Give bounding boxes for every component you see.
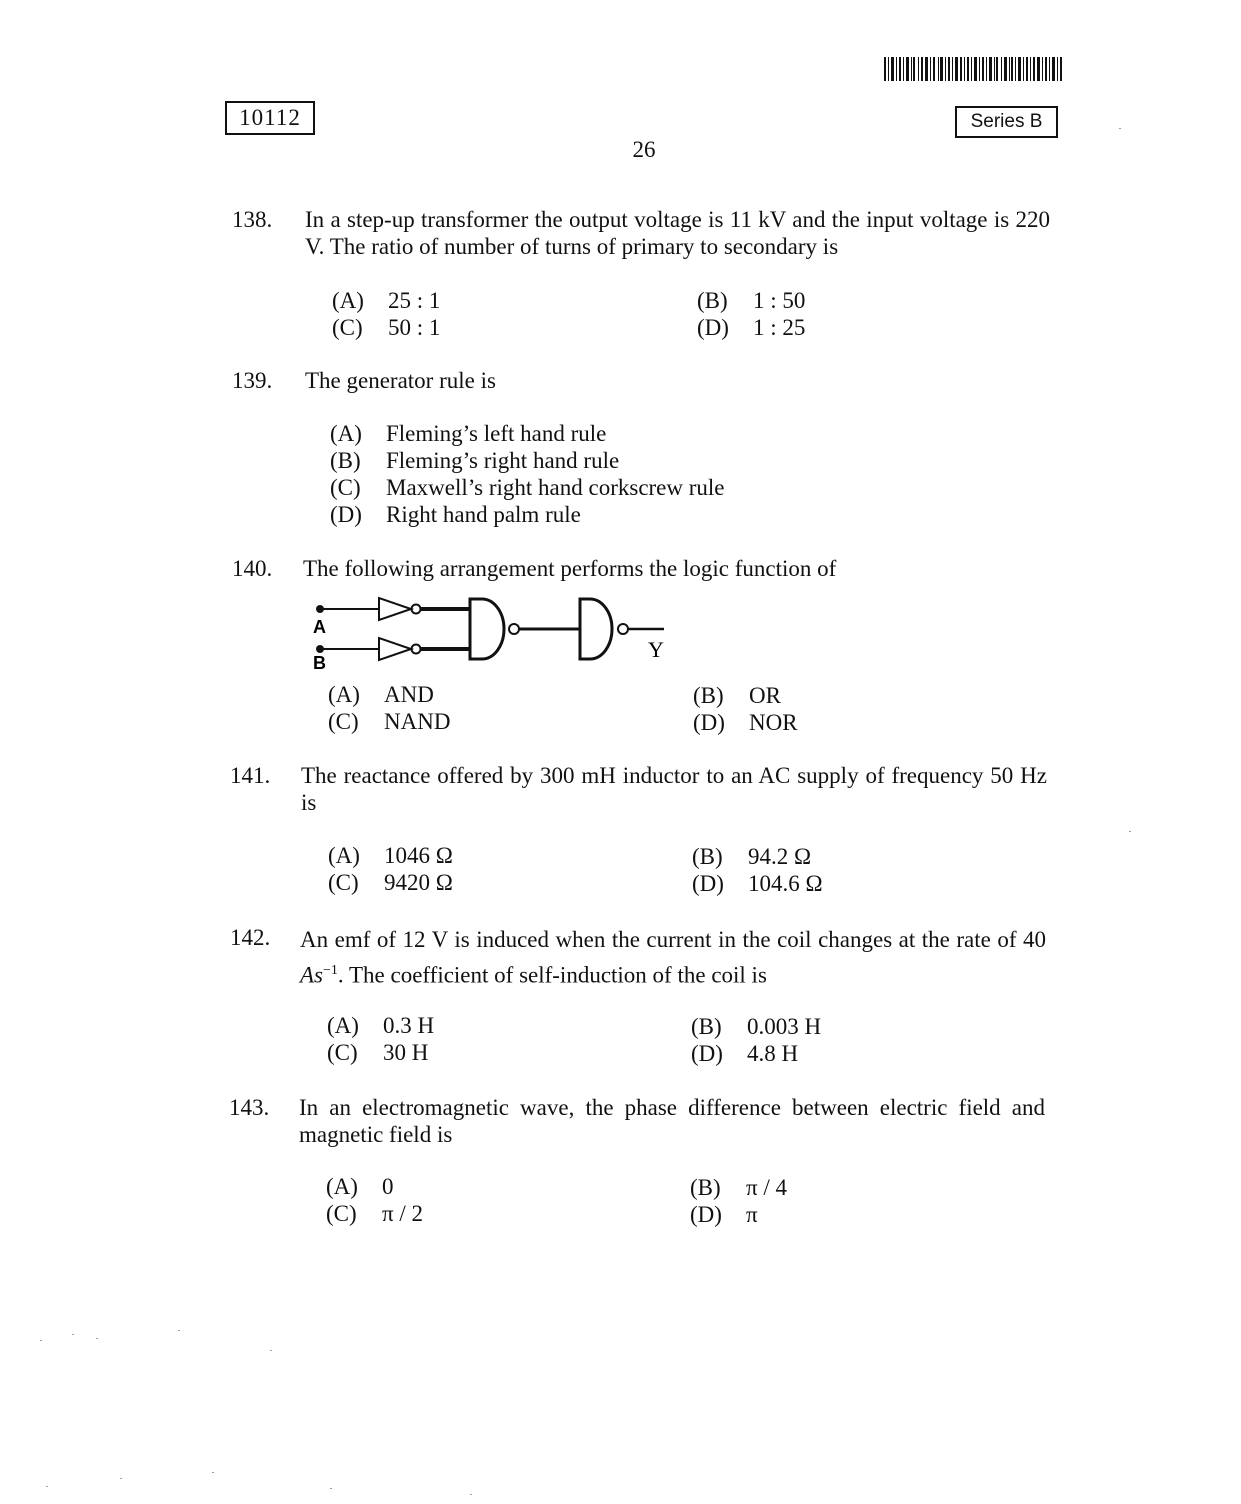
option-text: NOR: [749, 710, 798, 735]
nand-gate: [470, 599, 504, 659]
option-text: AND: [384, 682, 434, 707]
logic-circuit-diagram: [310, 593, 670, 673]
option-text: 1 : 50: [753, 288, 806, 313]
barcode: [884, 57, 1062, 81]
option-text: 0.003 H: [747, 1014, 822, 1039]
scan-speck: [270, 1350, 272, 1351]
question-text: The generator rule is: [305, 368, 496, 393]
option-label: (A): [328, 682, 360, 707]
option-label: (D): [692, 871, 724, 896]
input-a-label: A: [313, 617, 326, 637]
option-c: [328, 869, 453, 896]
question-text: In a step-up transformer the output voltage is 11 kV and the input voltage is 220 V. The ratio of number of turns of primary to secondary is: [305, 207, 1050, 259]
input-b-label: B: [313, 653, 326, 673]
option-c: [330, 474, 725, 501]
option-label: (C): [327, 1040, 358, 1065]
option-label: (C): [330, 475, 361, 500]
option-text: 1 : 25: [753, 315, 806, 340]
option-d: [691, 1040, 798, 1067]
option-label: (B): [330, 448, 361, 473]
option-text: 0: [382, 1174, 394, 1199]
option-c: [328, 708, 450, 735]
question-number: 138.: [232, 207, 273, 232]
option-label: (B): [691, 1014, 722, 1039]
scan-speck: [470, 1494, 472, 1495]
question-number: 141.: [230, 763, 271, 788]
scan-speck: [178, 1330, 180, 1331]
option-text: π / 2: [382, 1201, 424, 1226]
option-text: NAND: [384, 709, 451, 734]
option-text: 4.8 H: [747, 1041, 799, 1066]
question-text-part: . The coefficient of self-induction of the coil is: [337, 962, 767, 988]
option-b: [330, 447, 619, 474]
option-d: [330, 501, 581, 528]
option-label: (A): [327, 1013, 359, 1038]
not-gate-final: [580, 599, 612, 659]
question-number: 143.: [229, 1095, 270, 1120]
page-number: 26: [632, 137, 656, 162]
option-text: π / 4: [746, 1175, 788, 1200]
paper-code: 10112: [225, 101, 315, 135]
option-text: π: [746, 1202, 758, 1227]
not-gate-final-bubble: [618, 624, 628, 634]
option-c: [326, 1200, 423, 1227]
option-text: 1046 Ω: [384, 843, 453, 868]
scan-speck: [40, 1340, 42, 1341]
option-label: (B): [697, 288, 728, 313]
scan-speck: [96, 1338, 98, 1339]
series-label: Series B: [955, 106, 1058, 138]
option-c: [332, 314, 440, 341]
option-label: (D): [691, 1041, 723, 1066]
option-d: [697, 314, 805, 341]
option-label: (C): [326, 1201, 357, 1226]
option-b: [693, 682, 781, 709]
option-b: [691, 1013, 821, 1040]
unit-text: As: [300, 962, 323, 988]
option-a: [326, 1173, 394, 1200]
scan-speck: [1119, 128, 1121, 129]
option-a: [330, 420, 606, 447]
scan-speck: [1129, 831, 1131, 832]
scan-speck: [72, 1334, 74, 1335]
question-text: The reactance offered by 300 mH inductor to an AC supply of frequency 50 Hz is: [301, 763, 1047, 815]
option-label: (D): [690, 1202, 722, 1227]
option-text: 94.2 Ω: [748, 844, 812, 869]
option-label: (A): [326, 1174, 358, 1199]
output-y-label: Y: [648, 637, 664, 662]
question-text-part: An emf of 12 V is induced when the current in the coil changes at the rate of 40: [300, 927, 1046, 952]
option-b: [692, 843, 811, 870]
option-label: (D): [330, 502, 362, 527]
option-label: (A): [332, 288, 364, 313]
option-b: [697, 287, 805, 314]
option-text: Fleming’s left hand rule: [386, 421, 607, 446]
option-text: 104.6 Ω: [748, 871, 823, 896]
option-label: (B): [693, 683, 724, 708]
option-text: 25 : 1: [388, 288, 441, 313]
option-label: (C): [328, 870, 359, 895]
option-d: [692, 870, 823, 897]
option-text: 9420 Ω: [384, 870, 453, 895]
option-text: 50 : 1: [388, 315, 441, 340]
scan-speck: [330, 1488, 332, 1489]
option-a: [332, 287, 440, 314]
question-text: In an electromagnetic wave, the phase difference between electric field and magnetic field is: [299, 1095, 1045, 1147]
scan-speck: [212, 1472, 214, 1473]
question-number: 142.: [230, 925, 271, 950]
option-label: (C): [332, 315, 363, 340]
option-b: [690, 1174, 787, 1201]
option-label: (A): [328, 843, 360, 868]
option-a: [328, 842, 453, 869]
scan-speck: [46, 1486, 48, 1487]
question-number: 140.: [232, 556, 273, 581]
question-number: 139.: [232, 368, 273, 393]
option-label: (C): [328, 709, 359, 734]
option-text: Right hand palm rule: [386, 502, 581, 527]
option-a: [327, 1012, 434, 1039]
option-text: 0.3 H: [383, 1013, 435, 1038]
option-text: OR: [749, 683, 781, 708]
option-label: (A): [330, 421, 362, 446]
option-label: (D): [697, 315, 729, 340]
option-label: (B): [690, 1175, 721, 1200]
option-d: [690, 1201, 758, 1228]
question-text: The following arrangement performs the logic function of: [303, 556, 837, 581]
option-a: [328, 681, 434, 708]
option-text: Fleming’s right hand rule: [386, 448, 620, 473]
question-text: [300, 924, 1046, 991]
option-label: (D): [693, 710, 725, 735]
nand-gate-bubble: [509, 624, 519, 634]
scan-speck: [120, 1478, 122, 1479]
not-gate-a: [379, 598, 411, 620]
option-d: [693, 709, 798, 736]
unit-exponent: −1: [323, 963, 338, 978]
option-text: Maxwell’s right hand corkscrew rule: [386, 475, 725, 500]
option-text: 30 H: [383, 1040, 429, 1065]
option-c: [327, 1039, 428, 1066]
not-gate-b: [379, 638, 411, 660]
option-label: (B): [692, 844, 723, 869]
